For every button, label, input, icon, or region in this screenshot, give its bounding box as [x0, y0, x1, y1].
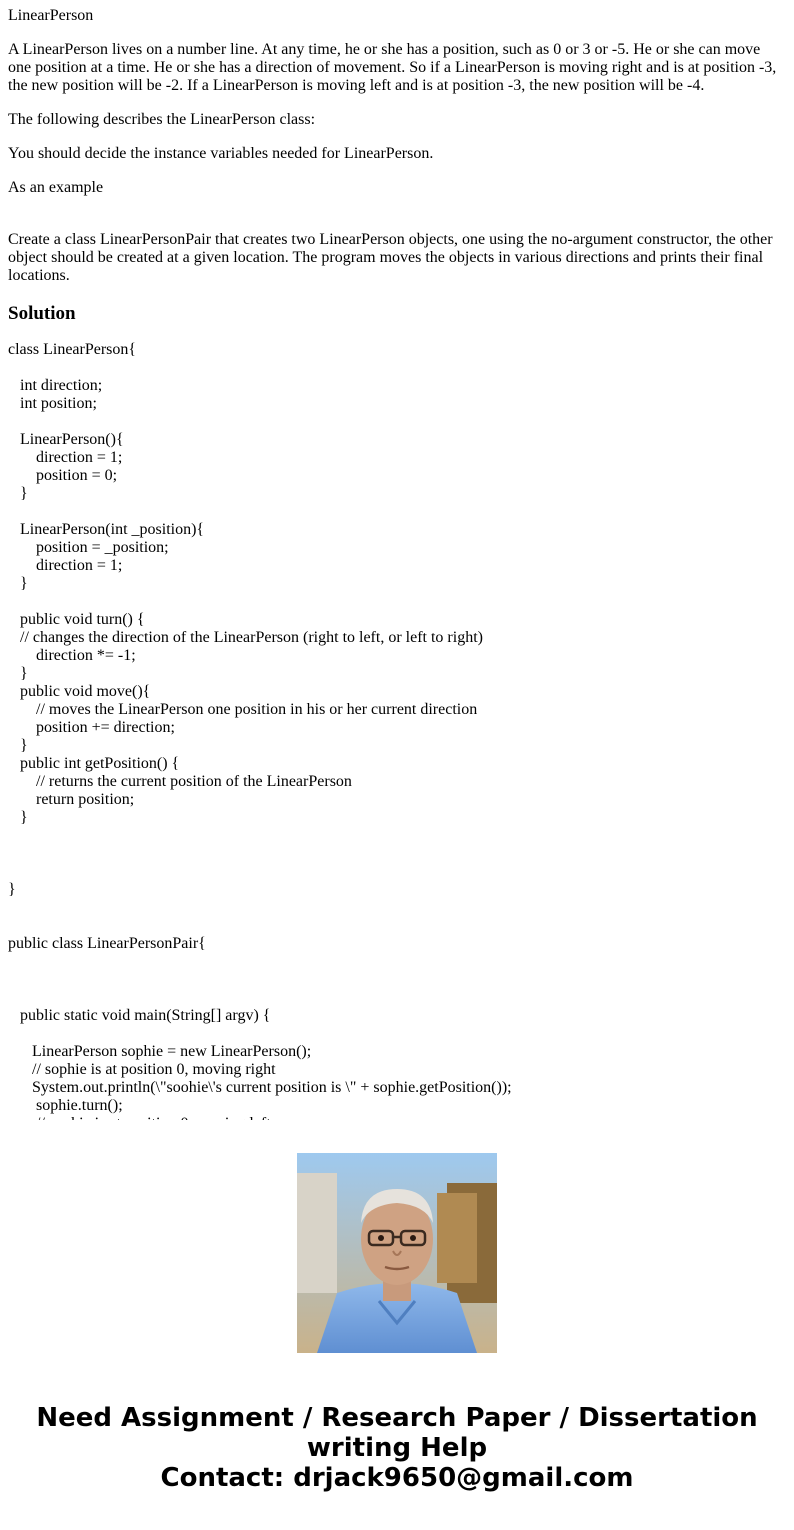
code-line: } [8, 485, 28, 502]
code-line: int position; [8, 395, 97, 412]
code-line: direction *= -1; [8, 647, 136, 664]
promo-line-2: writing Help [306, 1433, 488, 1463]
code-line [8, 845, 786, 863]
code-line: System.out.println(\"soohie\'s current position is \" + sophie.getPosition()); [8, 1079, 512, 1096]
code-line: position += direction; [8, 719, 175, 736]
code-line: int direction; [8, 377, 103, 394]
code-line: public class LinearPersonPair{ [8, 935, 206, 952]
code-line: public void move(){ [8, 683, 151, 700]
code-line [8, 827, 786, 845]
code-line: } [8, 809, 28, 826]
intro-paragraph: A LinearPerson lives on a number line. At any time, he or she has a position, such as 0 or 3 or -5. He or she can move one position at a time. He or she has a direction of movement. So if a LinearPerson is moving right and is at position -3, the new position will be -2. If a LinearPerson is moving left and is at position -3, the new position will be -4. [8, 41, 781, 94]
promo-text [0, 1403, 794, 1493]
code-line [8, 971, 786, 989]
code-line [8, 413, 786, 431]
code-line: } [8, 665, 28, 682]
pair-task-paragraph: Create a class LinearPersonPair that creates two LinearPerson objects, one using the no-argument constructor, the other object should be created at a given location. The program moves the objects in various directions and prints their final locations. [8, 231, 777, 284]
code-line: position = 0; [8, 467, 118, 484]
code-line: return position; [8, 791, 135, 808]
code-line: LinearPerson(){ [8, 431, 124, 448]
code-line: // moves the LinearPerson one position in his or her current direction [8, 701, 478, 718]
code-line [8, 1025, 786, 1043]
code-line [8, 359, 786, 377]
promo-contact[interactable]: Contact: drjack9650@gmail.com [160, 1463, 634, 1493]
code-listing [8, 341, 786, 1114]
author-photo [297, 1153, 497, 1353]
code-line: LinearPerson sophie = new LinearPerson(); [8, 1043, 312, 1060]
code-line: } [8, 575, 28, 592]
code-line: // changes the direction of the LinearPerson (right to left, or left to right) [8, 629, 483, 646]
document-body [0, 7, 794, 1114]
code-line: public static void main(String[] argv) { [8, 1007, 271, 1024]
code-line: public void turn() { [8, 611, 145, 628]
code-line: LinearPerson(int _position){ [8, 521, 205, 538]
class-description: The following describes the LinearPerson class: [8, 111, 316, 128]
code-line [8, 593, 786, 611]
document-title: LinearPerson [8, 7, 94, 24]
code-line [8, 863, 786, 881]
code-line: position = _position; [8, 539, 169, 556]
code-line: } [8, 881, 16, 898]
code-line: direction = 1; [8, 449, 123, 466]
code-line: // returns the current position of the LinearPerson [8, 773, 352, 790]
code-line: } [8, 737, 28, 754]
instance-variables-note: You should decide the instance variables needed for LinearPerson. [8, 145, 434, 162]
code-line: public int getPosition() { [8, 755, 180, 772]
code-line [8, 953, 786, 971]
solution-heading: Solution [8, 303, 76, 324]
code-line: sophie.turn(); [8, 1097, 123, 1114]
code-line: // sophie is at position 0, moving right [8, 1061, 276, 1078]
code-line: class LinearPerson{ [8, 341, 137, 358]
code-line [8, 503, 786, 521]
code-line [8, 899, 786, 917]
promo-footer [0, 1120, 794, 1523]
code-line [8, 989, 786, 1007]
promo-line-1: Need Assignment / Research Paper / Dissertation [36, 1403, 758, 1433]
code-line: direction = 1; [8, 557, 123, 574]
example-label: As an example [8, 179, 104, 196]
code-line [8, 917, 786, 935]
